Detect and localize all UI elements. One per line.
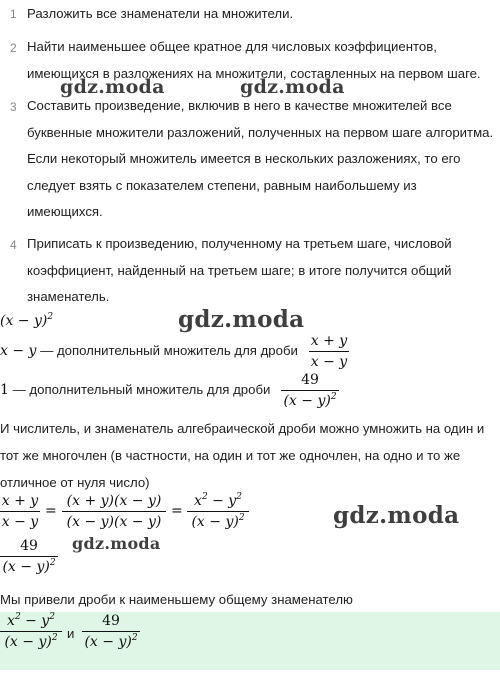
math-exponent: 2	[236, 492, 242, 502]
fraction-denominator: (x − y)	[283, 393, 331, 409]
math-exponent: 2	[51, 633, 58, 643]
extra-factor-text-2: — дополнительный множитель для дроби	[8, 382, 271, 397]
fraction-denominator: x − y	[310, 354, 348, 370]
fraction-numerator: x + y	[310, 333, 348, 349]
result-fraction-1	[0, 612, 62, 651]
fraction-denominator: (x − y)	[191, 514, 239, 530]
math-base: x	[7, 613, 15, 629]
math-exponent: 2	[330, 392, 337, 402]
extra-factor-1: x − y	[0, 343, 37, 359]
fraction-denominator: (x − y)(x − y)	[66, 514, 162, 530]
fraction-1	[309, 332, 349, 371]
step-text: Найти наименьшее общее кратное для числовых коэффициентов, имеющихся в разложениях на множители, составленных на первом шаге.	[27, 39, 481, 81]
extra-factor-2: 1	[0, 382, 9, 398]
eq-fraction-right	[187, 492, 249, 531]
fraction-2	[281, 371, 339, 410]
fraction-denominator: (x − y)	[4, 634, 52, 650]
step-text: Разложить все знаменатели на множители.	[27, 6, 294, 21]
extra-factor-text-1: — дополнительный множитель для дроби	[36, 343, 298, 358]
equals-sign: =	[45, 503, 57, 519]
fraction-bar	[62, 511, 166, 512]
step-number: 3	[10, 100, 17, 114]
fraction-bar	[0, 511, 40, 512]
common-denominator	[0, 313, 53, 329]
fraction-denominator: x − y	[1, 514, 39, 530]
watermark: gdz.moda	[333, 502, 460, 529]
equals-sign: =	[171, 503, 183, 519]
watermark: gdz.moda	[60, 76, 165, 98]
fraction-numerator: x + y	[1, 493, 39, 509]
step-number: 4	[10, 238, 17, 252]
extra-factor-line-2	[0, 382, 270, 398]
fraction-numerator: (x + y)(x − y)	[66, 493, 162, 509]
result-highlight	[0, 612, 500, 670]
explanation-text: И числитель, и знаменатель алгебраической дроби можно умножить на один и тот же многочлен (в частности, на один и тот же одночлен, на одно и то же отличное от нуля число)	[0, 421, 485, 490]
eq-fraction-left	[0, 492, 40, 531]
math-exponent: 2	[131, 633, 138, 643]
fraction-bar	[187, 511, 249, 512]
step-text: Приписать к произведению, полученному на третьем шаге, числовой коэффициент, найденный на третьем шаге; в итоге получится общий знаменатель.	[27, 236, 452, 304]
fraction-bar	[82, 631, 140, 632]
math-exponent: 2	[201, 492, 208, 502]
fraction-bar	[309, 351, 349, 352]
fraction-bar	[281, 390, 339, 391]
step-number: 2	[10, 41, 17, 55]
math-exponent: 2	[238, 513, 245, 523]
eq-fraction-middle	[62, 492, 166, 531]
result-fraction-2	[82, 612, 140, 651]
fraction-denominator: (x − y)	[84, 634, 132, 650]
math-base: (x − y)	[0, 313, 48, 329]
math-term: − y	[207, 493, 237, 509]
fraction-bar	[0, 631, 62, 632]
step-text: Составить произведение, включив в него в качестве множителей все буквенные множители разложений, полученных на первом шаге алгоритма. Если некоторый множитель имеется в нескольких разложениях, то его следует взять с показателем степени, равным наибольшему из имеющихся.	[27, 98, 494, 219]
math-base: x	[194, 493, 202, 509]
step-number: 1	[10, 7, 17, 21]
watermark: gdz.moda	[240, 76, 345, 98]
fraction-numerator: 49	[20, 538, 38, 554]
fraction-bar	[0, 556, 58, 557]
watermark: gdz.moda	[72, 534, 161, 553]
math-exponent: 2	[49, 612, 55, 622]
conclusion-text: Мы привели дроби к наименьшему общему знаменателю	[0, 592, 353, 607]
fraction-denominator: (x − y)	[2, 559, 50, 575]
math-exponent: 2	[14, 612, 21, 622]
fraction-3	[0, 537, 58, 576]
fraction-numerator: 49	[301, 372, 319, 388]
fraction-numerator: 49	[102, 613, 120, 629]
math-term: − y	[20, 613, 50, 629]
math-exponent: 2	[47, 312, 54, 322]
extra-factor-line-1	[0, 343, 298, 359]
and-word: и	[67, 626, 75, 641]
math-exponent: 2	[49, 558, 56, 568]
watermark: gdz.moda	[178, 306, 305, 333]
